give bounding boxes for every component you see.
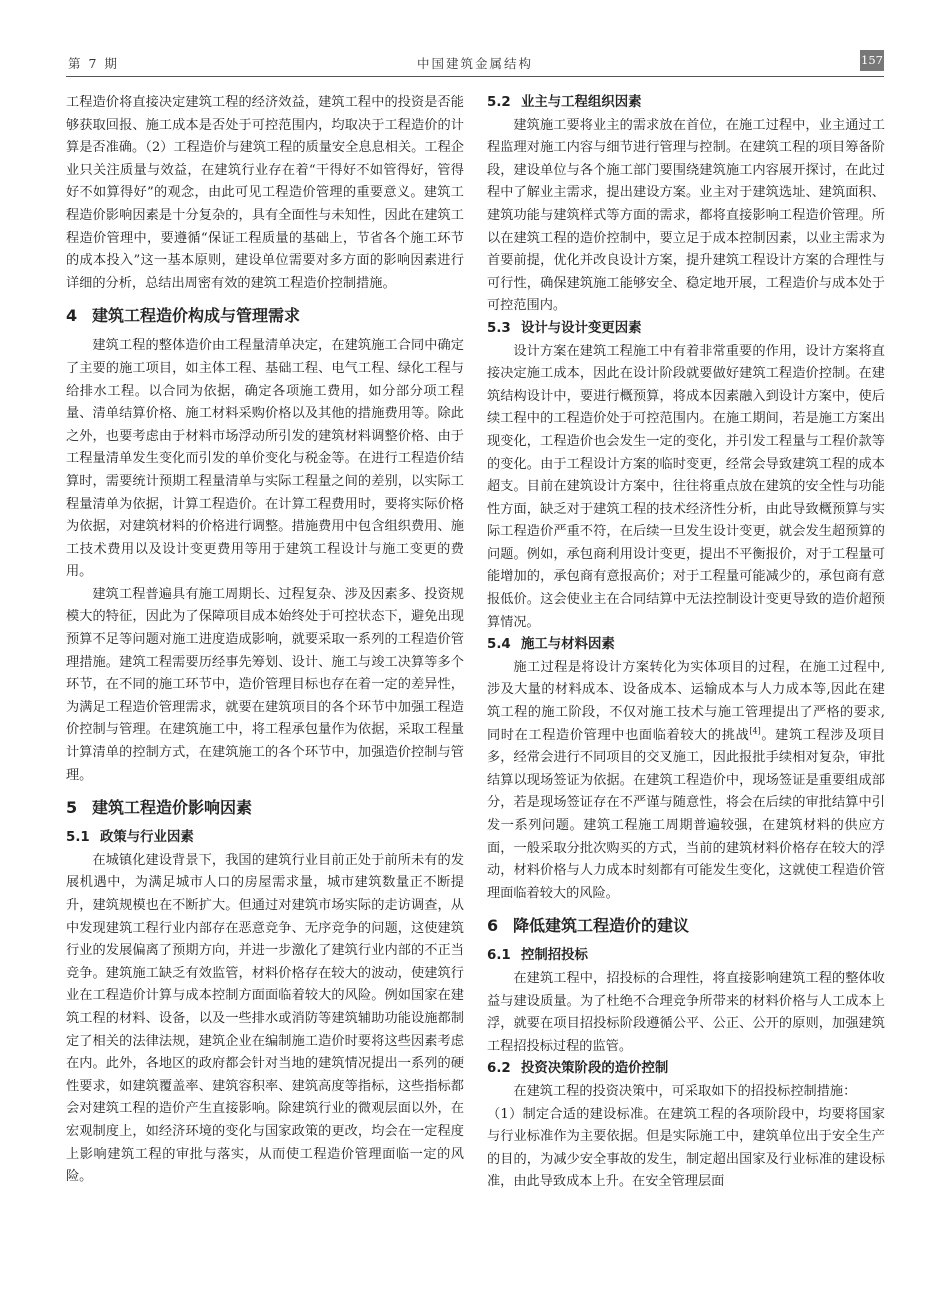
paragraph-5-4 — [487, 657, 885, 906]
subsection-6-2-heading — [487, 1058, 885, 1081]
citation-ref: [4] — [749, 726, 761, 736]
section-title: 建筑工程造价构成与管理需求 — [92, 306, 301, 326]
paragraph-5-3: 设计方案在建筑工程施工中有着非常重要的作用，设计方案将直接决定施工成本，因此在设计阶段就要做好建筑工程造价控制。在建筑结构设计中，要进行概预算，将成本因素融入到设计方案中，使后续工程中的工程造价处于可控范围内。在施工期间，若是施工方案出现变化，工程造价也会发生一定的变化，并引发工程量与工程价款等的变化。由于工程设计方案的临时变更，经常会导致建筑工程的成本超支。目前在建筑设计方案中，往往将重点放在建筑的安全性与功能性方面，缺乏对于建筑工程的技术经济性分析，由此导致概预算与实际工程造价严重不符，在后续一旦发生设计变更，就会发生超预算的问题。例如，承包商利用设计变更，提出不平衡报价，对于工程量可能增加的，承包商有意报高价；对于工程量可能减少的，承包商有意报低价。这会使业主在合同结算中无法控制设计变更导致的造价超预算情况。 — [487, 343, 885, 630]
subsection-number: 5.2 — [487, 95, 511, 110]
section-6-heading — [487, 915, 885, 937]
paragraph-6-2a: 在建筑工程的投资决策中，可采取如下的招投标控制措施： — [513, 1083, 857, 1099]
paragraph-5-4-text-b: 。建筑工程涉及项目多，经常会进行不同项目的交叉施工，因此报批手续相对复杂，审批结算以现场签证为依据。在建筑工程造价中，现场签证是重要组成部分，若是现场签证存在不严谨与随意性，将会在后续的审批结算中引发一系列问题。建筑工程施工周期普遍较强，在建筑材料的供应方面，一般采取分批次购买的方式，当前的建筑材料价格存在较大的浮动，材料价格与人力成本时刻都有可能发生变化，这就使工程造价管理面临着较大的风险。 — [487, 727, 886, 901]
paragraph-5-2: 建筑施工要将业主的需求放在首位，在施工过程中，业主通过工程监理对施工内容与细节进行管理与控制。在建筑工程的项目筹备阶段，建设单位与各个施工部门要围绕建筑施工内容展开探讨，在此过程中了解业主需求，提出建设方案。业主对于建筑选址、建筑面积、建筑功能与建筑样式等方面的需求，都将直接影响工程造价管理。所以在建筑工程的造价控制中，要立足于成本控制因素，以业主需求为首要前提，优化并改良设计方案，提升建筑工程设计方案的合理性与可行性，确保建筑施工能够安全、稳定地开展，工程造价与成本处于可控范围内。 — [487, 117, 885, 314]
page-number: 157 — [860, 50, 884, 71]
subsection-number: 5.1 — [66, 830, 90, 846]
journal-title: 中国建筑金属结构 — [416, 56, 533, 71]
section-number: 5 — [66, 798, 78, 818]
subsection-number: 5.4 — [487, 637, 511, 653]
subsection-number: 5.3 — [487, 320, 511, 336]
paragraph-6-2b: （1）制定合适的建设标准。在建筑工程的各项阶段中，均要将国家与行业标准作为主要依据。但是实际施工中，建筑单位出于安全生产的目的，为减少安全事故的发生，制定超出国家及行业标准的建设标准，由此导致成本上升。在安全管理层面 — [487, 1106, 885, 1190]
subsection-6-1-heading — [487, 945, 885, 968]
paragraph-4a: 建筑工程的整体造价由工程量清单决定，在建筑施工合同中确定了主要的施工项目，如主体工程、基础工程、电气工程、绿化工程与给排水工程。以合同为依据，确定各项施工费用，如分部分项工程量、清单结算价格、施工材料采购价格以及其他的措施费用等。除此之外，也要考虑由于材料市场浮动所引发的建筑材料调整价格、由于工程量清单发生变化而引发的单价变化与税金等。在进行工程造价结算时，需要统计预期工程量清单与实际工程量之间的差别，以实际工程量清单为依据，计算工程造价。在计算工程费用时，要将实际价格为依据，对建筑材料的价格进行调整。措施费用中包含组织费用、施工技术费用以及设计变更费用等用于建筑工程设计与施工变更的费用。 — [66, 338, 464, 580]
subsection-title: 设计与设计变更因素 — [521, 320, 642, 336]
subsection-title: 业主与工程组织因素 — [521, 95, 642, 110]
paragraph-5-1: 在城镇化建设背景下，我国的建筑行业目前正处于前所未有的发展机遇中，为满足城市人口的房屋需求量，城市建筑数量正不断提升，建筑规模也在不断扩大。但通过对建筑市场实际的走访调查，从中发现建筑工程行业内部存在恶意竞争、无序竞争的问题，这使建筑行业的发展偏离了预期方向，并进一步激化了建筑行业内部的不正当竞争。建筑施工缺乏有效监管，材料价格存在较大的波动，使建筑行业在工程造价计算与成本控制方面面临着较大的风险。例如国家在建筑工程的材料、设备，以及一些排水或消防等建筑辅助功能设施都制定了相关的法律法规，建筑企业在编制施工造价时要将这些因素考虑在内。此外，各地区的政府都会针对当地的建筑情况提出一系列的硬性要求，如建筑覆盖率、建筑容积率、建筑高度等指标，这些指标都会对建筑工程的造价产生直接影响。除建筑行业的微观层面以外，在宏观制度上，如经济环境的变化与国家政策的更改，均会在一定程度上影响建筑工程的审批与落实，从而使工程造价管理面临一定的风险。 — [66, 852, 464, 1185]
section-number: 4 — [66, 306, 78, 326]
section-number: 6 — [487, 916, 499, 936]
subsection-5-4-heading — [487, 634, 885, 657]
subsection-5-2-heading — [487, 92, 885, 115]
left-column — [66, 92, 464, 1189]
subsection-title: 政策与行业因素 — [100, 830, 194, 846]
paragraph-intro: 工程造价将直接决定建筑工程的经济效益，建筑工程中的投资是否能够获取回报、施工成本是否处于可控范围内，均取决于工程造价的计算是否准确。（2）工程造价与建筑工程的质量安全息息相关。工程企业只关注质量与效益，在建筑行业存在着“干得好不如管得好，管得好不如算得好”的观念，由此可见工程造价管理的重要意义。建筑工程造价影响因素是十分复杂的，具有全面性与未知性，因此在建筑工程造价管理中，要遵循“保证工程质量的基础上，节省各个施工环节的成本投入”这一基本原则，建设单位需要对多方面的影响因素进行详细的分析，总结出周密有效的建筑工程造价控制措施。 — [66, 95, 464, 291]
subsection-number: 6.2 — [487, 1061, 511, 1077]
section-title: 建筑工程造价影响因素 — [92, 798, 253, 818]
issue-number: 第 7 期 — [68, 56, 119, 71]
paragraph-6-1: 在建筑工程中，招投标的合理性，将直接影响建筑工程的整体收益与建设质量。为了杜绝不合理竞争所带来的材料价格与人工成本上浮，就要在项目招投标阶段遵循公平、公正、公开的原则，加强建筑工程招投标过程的监管。 — [487, 970, 885, 1054]
right-column — [487, 92, 885, 1194]
running-header — [66, 50, 884, 77]
section-4-heading — [66, 305, 464, 327]
section-title: 降低建筑工程造价的建议 — [513, 916, 690, 936]
section-5-heading — [66, 797, 464, 819]
subsection-number: 6.1 — [487, 948, 511, 964]
paragraph-4b: 建筑工程普遍具有施工周期长、过程复杂、涉及因素多、投资规模大的特征，因此为了保障项目成本始终处于可控状态下，避免出现预算不足等问题对施工进度造成影响，就要采取一系列的工程造价管理措施。建筑工程需要历经事先筹划、设计、施工与竣工决算等多个环节，在不同的施工环节中，造价管理目标也存在着一定的差异性，为满足工程造价管理需求，就要在建筑项目的各个环节中加强工程造价控制与管理。在建筑施工中，将工程承包量作为依据，采取工程量计算清单的控制方式，在建筑施工的各个环节中，加强造价控制与管理。 — [66, 586, 464, 783]
subsection-title: 施工与材料因素 — [521, 637, 615, 653]
subsection-5-1-heading — [66, 827, 464, 850]
subsection-title: 投资决策阶段的造价控制 — [521, 1061, 669, 1077]
paragraph-5-4-text-a: 施工过程是将设计方案转化为实体项目的过程，在施工过程中,涉及大量的材料成本、设备成本、运输成本与人力成本等,因此在建筑工程的施工阶段，不仅对施工技术与施工管理提出了严格的要求,同时在工程造价管理中也面临着较大的挑战 — [487, 659, 885, 743]
subsection-5-3-heading — [487, 318, 885, 341]
subsection-title: 控制招投标 — [521, 948, 588, 964]
